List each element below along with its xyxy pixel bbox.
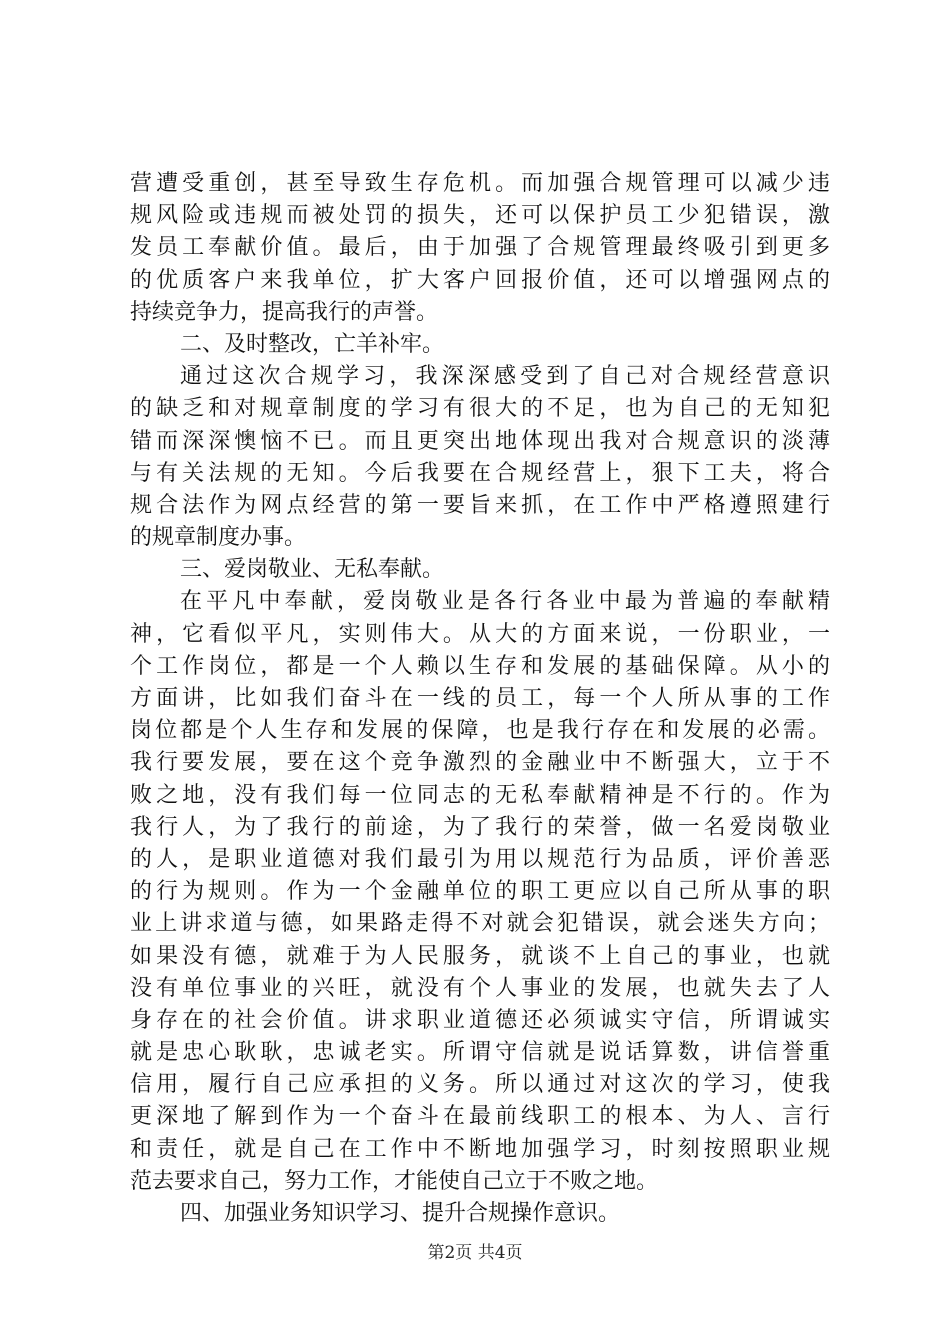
text-line: 的缺乏和对规章制度的学习有很大的不足，也为自己的无知犯 [130, 396, 830, 422]
text-line: 通过这次合规学习，我深深感受到了自己对合规经营意识 [180, 364, 830, 390]
text-line: 方面讲，比如我们奋斗在一线的员工，每一个人所从事的工作 [130, 686, 830, 711]
text-line: 营遭受重创，甚至导致生存危机。而加强合规管理可以减少违 [130, 171, 830, 196]
text-line: 的规章制度办事。 [130, 525, 307, 551]
text-line: 在平凡中奉献，爱岗敬业是各行各业中最为普遍的奉献精 [180, 589, 830, 615]
page-footer: 第2页 共4页 [427, 1243, 523, 1263]
text-line: 我行要发展，要在这个竞争激烈的金融业中不断强大，立于不 [130, 750, 830, 776]
text-line: 我行人，为了我行的前途，为了我行的荣誉，做一名爱岗敬业 [130, 814, 830, 840]
text-line: 信用，履行自己应承担的义务。所以通过对这次的学习，使我 [130, 1072, 830, 1098]
text-line: 个工作岗位，都是一个人赖以生存和发展的基础保障。从小的 [130, 653, 830, 679]
text-line: 与有关法规的无知。今后我要在合规经营上，狠下工夫，将合 [130, 460, 830, 486]
text-line: 持续竞争力，提高我行的声誉。 [130, 299, 439, 325]
text-line: 神，它看似平凡，实则伟大。从大的方面来说，一份职业，一 [130, 621, 830, 647]
section-heading: 四、加强业务知识学习、提升合规操作意识。 [180, 1201, 621, 1226]
text-line: 岗位都是个人生存和发展的保障，也是我行存在和发展的必需。 [130, 718, 830, 744]
text-line: 规合法作为网点经营的第一要旨来抓，在工作中严格遵照建行 [130, 492, 830, 518]
text-line: 和责任，就是自己在工作中不断地加强学习，时刻按照职业规 [130, 1136, 830, 1162]
text-line: 没有单位事业的兴旺，就没有个人事业的发展，也就失去了人 [130, 975, 830, 1001]
text-line: 就是忠心耿耿，忠诚老实。所谓守信就是说话算数，讲信誉重 [130, 1040, 830, 1066]
section-heading: 二、及时整改，亡羊补牢。 [180, 331, 445, 357]
text-line: 的优质客户来我单位，扩大客户回报价值，还可以增强网点的 [130, 267, 830, 293]
text-line: 身存在的社会价值。讲求职业道德还必须诚实守信，所谓诚实 [130, 1007, 830, 1033]
document-body [130, 168, 830, 1230]
text-line: 规风险或违规而被处罚的损失，还可以保护员工少犯错误，激 [130, 203, 830, 229]
text-line: 败之地，没有我们每一位同志的无私奉献精神是不行的。作为 [130, 782, 830, 808]
text-line: 的行为规则。作为一个金融单位的职工更应以自己所从事的职 [130, 879, 830, 905]
text-line: 的人，是职业道德对我们最引为用以规范行为品质，评价善恶 [130, 846, 830, 872]
text-line: 更深地了解到作为一个奋斗在最前线职工的根本、为人、言行 [130, 1104, 830, 1130]
text-line: 错而深深懊恼不已。而且更突出地体现出我对合规意识的淡薄 [130, 428, 830, 454]
text-line: 发员工奉献价值。最后，由于加强了合规管理最终吸引到更多 [130, 235, 830, 261]
text-line: 业上讲求道与德，如果路走得不对就会犯错误，就会迷失方向； [130, 911, 830, 937]
section-heading: 三、爱岗敬业、无私奉献。 [180, 557, 445, 583]
text-line: 如果没有德，就难于为人民服务，就谈不上自己的事业，也就 [130, 943, 830, 969]
text-line: 范去要求自己，努力工作，才能使自己立于不败之地。 [130, 1168, 659, 1194]
